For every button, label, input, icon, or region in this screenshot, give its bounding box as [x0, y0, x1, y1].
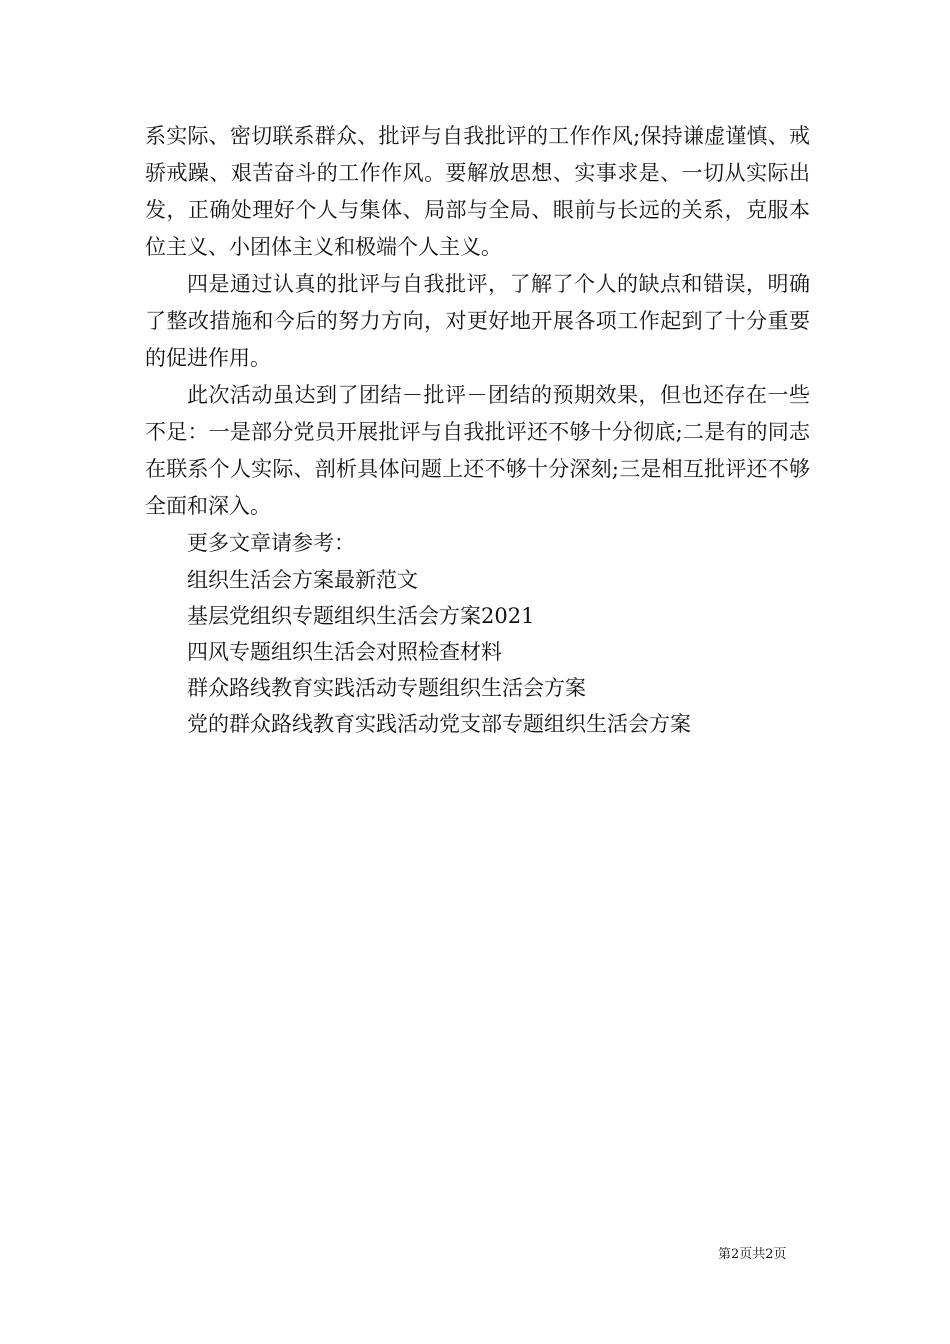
paragraph-shortcomings: 此次活动虽达到了团结－批评－团结的预期效果，但也还存在一些不足：一是部分党员开展批评与自我批评还不够十分彻底;二是有的同志在联系个人实际、剖析具体问题上还不够十分深刻;三是相互批评还不够全面和深入。 [145, 383, 810, 518]
paragraph-point-four: 四是通过认真的批评与自我批评，了解了个人的缺点和错误，明确了整改措施和今后的努力方向，对更好地开展各项工作起到了十分重要的促进作用。 [145, 272, 810, 370]
page-number-footer: 第2页共2页 [718, 1247, 787, 1262]
document-body [145, 118, 810, 742]
reference-link[interactable]: 党的群众路线教育实践活动党支部专题组织生活会方案 [187, 712, 691, 736]
more-articles-label: 更多文章请参考： [187, 531, 355, 555]
reference-link[interactable]: 基层党组织专题组织生活会方案2021 [187, 604, 535, 628]
reference-link[interactable]: 组织生活会方案最新范文 [187, 568, 418, 592]
reference-list [145, 562, 810, 742]
reference-link[interactable]: 四风专题组织生活会对照检查材料 [187, 640, 502, 664]
paragraph-continuation: 系实际、密切联系群众、批评与自我批评的工作作风;保持谦虚谨慎、戒骄戒躁、艰苦奋斗的工作作风。要解放思想、实事求是、一切从实际出发，正确处理好个人与集体、局部与全局、眼前与长远的关系，克服本位主义、小团体主义和极端个人主义。 [145, 124, 810, 259]
reference-link[interactable]: 群众路线教育实践活动专题组织生活会方案 [187, 676, 586, 700]
